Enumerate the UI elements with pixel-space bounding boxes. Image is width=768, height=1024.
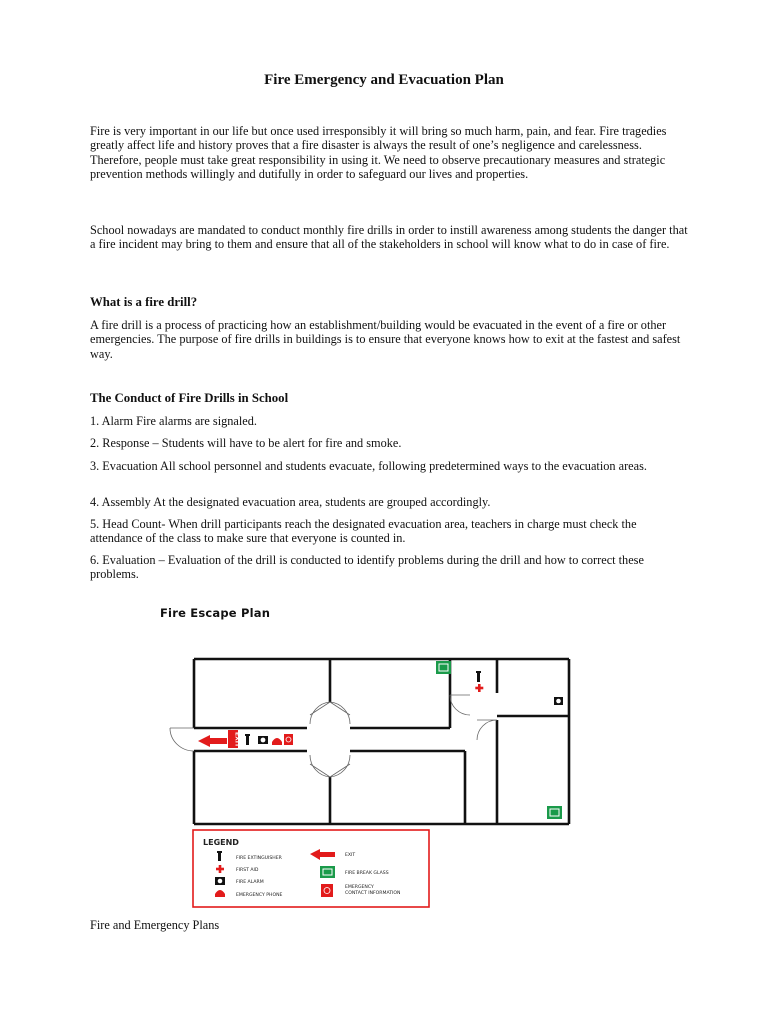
legend-label: EMERGENCY [345, 885, 374, 890]
fire-extinguisher-icon [476, 671, 481, 682]
legend-label: CONTACT INFORMATION [345, 891, 401, 896]
intro-paragraph-1: Fire is very important in our life but once used irresponsibly it will bring so much harm, pain, and fear. Fire tragedies greatly affect life and history proves that a fire disaster is always the result of one’s negligence and carelessness. Therefore, people must take great responsibility in using it. We need to observe precautionary measures and strategic prevention methods willingly and dutifully in order to safeguard our lives and properties. [90, 124, 667, 182]
section-heading-fire-drill: What is a fire drill? [90, 295, 198, 309]
emergency-phone-icon [272, 738, 282, 745]
emergency-contact-icon [284, 734, 293, 745]
exit-sign-icon [228, 730, 241, 748]
floor-plan-walls [194, 659, 569, 824]
legend-heading: LEGEND [203, 838, 239, 847]
legend-label: EXIT [345, 853, 356, 858]
svg-text:EXIT: EXIT [233, 732, 241, 748]
step-item: 5. Head Count- When drill participants reach the designated evacuation area, teachers in charge must check the attendance of the class to make sure that everyone is counted in. [90, 517, 637, 546]
step-item: 1. Alarm Fire alarms are signaled. [90, 414, 257, 428]
fire-alarm-icon [554, 697, 563, 705]
page-title: Fire Emergency and Evacuation Plan [264, 72, 504, 88]
section-heading-conduct: The Conduct of Fire Drills in School [90, 391, 289, 405]
step-item: 6. Evaluation – Evaluation of the drill is conducted to identify problems during the drill and how to correct these problems. [90, 553, 644, 582]
legend-label: FIRST AID [236, 868, 259, 873]
step-item: 3. Evacuation All school personnel and students evacuate, following predetermined ways to the evacuation areas. [90, 459, 647, 473]
fire-break-glass-icon [436, 661, 451, 674]
legend-label: FIRE EXTINGUISHER [236, 856, 282, 861]
fire-break-glass-icon [547, 806, 562, 819]
fire-drill-paragraph: A fire drill is a process of practicing how an establishment/building would be evacuated in the event of a fire or other emergencies. The purpose of fire drills in buildings is to ensure that everyone knows how to exit at the fastest and safest way. [90, 318, 681, 361]
fire-alarm-icon [258, 736, 268, 744]
legend-label: EMERGENCY PHONE [236, 893, 283, 898]
emergency-contact-icon [321, 884, 333, 897]
legend-label: FIRE ALARM [236, 880, 264, 885]
step-item: 2. Response – Students will have to be alert for fire and smoke. [90, 436, 402, 450]
fire-escape-plan-figure [160, 640, 580, 912]
figure-caption: Fire and Emergency Plans [90, 918, 220, 932]
fire-extinguisher-icon [218, 853, 221, 861]
exit-arrow-icon [198, 735, 227, 747]
first-aid-icon [475, 684, 483, 692]
legend [193, 830, 429, 907]
legend-label: FIRE BREAK GLASS [345, 871, 389, 876]
fire-extinguisher-icon [245, 734, 250, 745]
fire-escape-plan-title: Fire Escape Plan [160, 606, 271, 620]
intro-paragraph-2: School nowadays are mandated to conduct monthly fire drills in order to instill awareness among students the danger that a fire incident may bring to them and ensure that all of the stakeholders in school will know what to do in case of fire. [90, 223, 688, 252]
fire-break-glass-icon [320, 866, 335, 878]
floor-plan-doors [170, 695, 497, 777]
step-item: 4. Assembly At the designated evacuation area, students are grouped accordingly. [90, 495, 491, 509]
